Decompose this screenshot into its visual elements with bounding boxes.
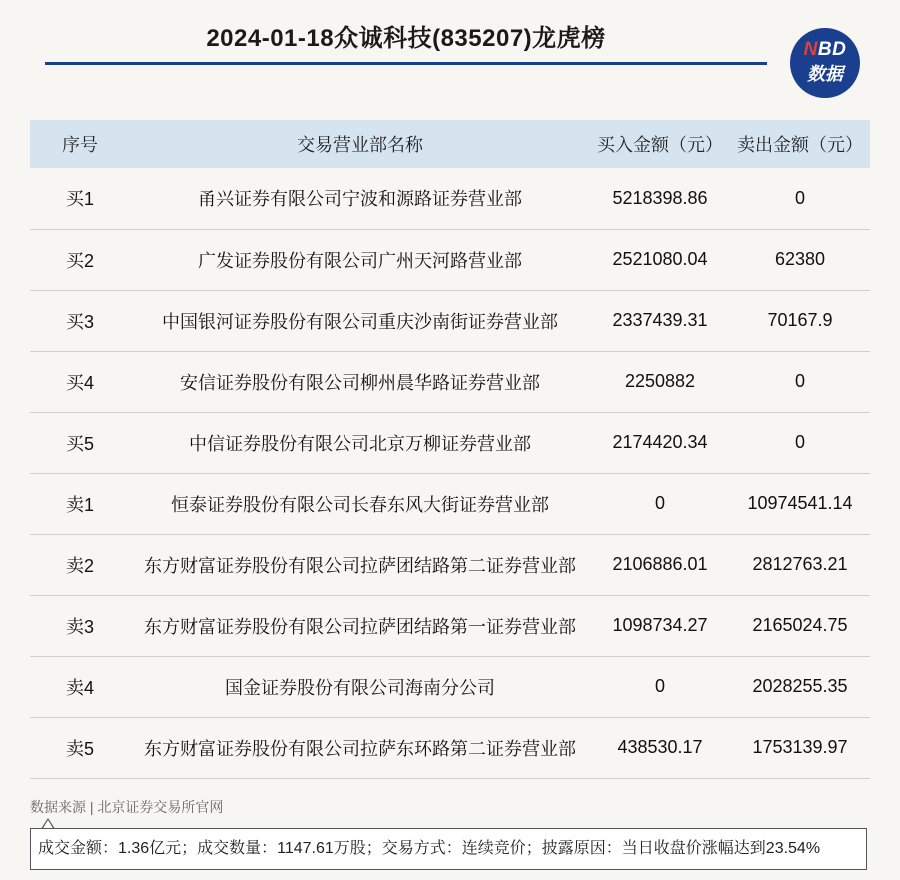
row-sell-amount: 10974541.14	[730, 473, 870, 534]
table-row	[30, 351, 870, 412]
row-buy-amount: 1098734.27	[590, 595, 730, 656]
row-branch-name: 东方财富证券股份有限公司拉萨团结路第二证券营业部	[130, 534, 590, 595]
row-sell-amount: 70167.9	[730, 290, 870, 351]
table-row	[30, 656, 870, 717]
title-underline	[45, 62, 767, 65]
row-seq: 卖2	[30, 534, 130, 595]
row-sell-amount: 1753139.97	[730, 717, 870, 778]
row-sell-amount: 2812763.21	[730, 534, 870, 595]
row-buy-amount: 5218398.86	[590, 168, 730, 229]
table-row	[30, 290, 870, 351]
table-row	[30, 595, 870, 656]
table-row	[30, 168, 870, 229]
row-buy-amount: 2250882	[590, 351, 730, 412]
column-header-sell: 卖出金额（元）	[730, 120, 870, 168]
row-sell-amount: 0	[730, 412, 870, 473]
row-sell-amount: 0	[730, 168, 870, 229]
row-sell-amount: 62380	[730, 229, 870, 290]
row-buy-amount: 0	[590, 473, 730, 534]
row-branch-name: 甬兴证券有限公司宁波和源路证券营业部	[130, 168, 590, 229]
table-row	[30, 534, 870, 595]
row-branch-name: 中信证券股份有限公司北京万柳证券营业部	[130, 412, 590, 473]
row-seq: 买4	[30, 351, 130, 412]
row-seq: 卖4	[30, 656, 130, 717]
table-header-row	[30, 120, 870, 168]
row-buy-amount: 0	[590, 656, 730, 717]
nbd-logo	[790, 28, 860, 98]
trade-summary-note: 成交金额：1.36亿元；成交数量：1147.61万股；交易方式：连续竞价；披露原因：当日收盘价涨幅达到23.54%	[30, 828, 867, 870]
row-buy-amount: 2106886.01	[590, 534, 730, 595]
row-sell-amount: 2165024.75	[730, 595, 870, 656]
table-row	[30, 717, 870, 778]
row-buy-amount: 2174420.34	[590, 412, 730, 473]
row-branch-name: 东方财富证券股份有限公司拉萨团结路第一证券营业部	[130, 595, 590, 656]
dragon-tiger-table	[30, 120, 870, 779]
row-branch-name: 恒泰证券股份有限公司长春东风大街证券营业部	[130, 473, 590, 534]
row-sell-amount: 2028255.35	[730, 656, 870, 717]
row-buy-amount: 438530.17	[590, 717, 730, 778]
table-row	[30, 412, 870, 473]
column-header-seq: 序号	[30, 120, 130, 168]
row-buy-amount: 2521080.04	[590, 229, 730, 290]
logo-text-top: NBD	[803, 39, 847, 60]
row-seq: 买3	[30, 290, 130, 351]
row-branch-name: 东方财富证券股份有限公司拉萨东环路第二证券营业部	[130, 717, 590, 778]
row-seq: 买1	[30, 168, 130, 229]
row-branch-name: 国金证券股份有限公司海南分公司	[130, 656, 590, 717]
row-branch-name: 中国银河证券股份有限公司重庆沙南街证券营业部	[130, 290, 590, 351]
row-seq: 卖5	[30, 717, 130, 778]
row-seq: 买5	[30, 412, 130, 473]
row-seq: 买2	[30, 229, 130, 290]
row-sell-amount: 0	[730, 351, 870, 412]
table-row	[30, 229, 870, 290]
row-buy-amount: 2337439.31	[590, 290, 730, 351]
row-seq: 卖3	[30, 595, 130, 656]
page-title: 2024-01-18众诚科技(835207)龙虎榜	[206, 25, 606, 52]
column-header-branch: 交易营业部名称	[130, 120, 590, 168]
row-seq: 卖1	[30, 473, 130, 534]
logo-text-bottom: 数据	[807, 64, 843, 84]
row-branch-name: 安信证券股份有限公司柳州晨华路证券营业部	[130, 351, 590, 412]
data-source: 数据来源 | 北京证券交易所官网	[30, 799, 224, 815]
column-header-buy: 买入金额（元）	[590, 120, 730, 168]
row-branch-name: 广发证券股份有限公司广州天河路营业部	[130, 229, 590, 290]
table-row	[30, 473, 870, 534]
